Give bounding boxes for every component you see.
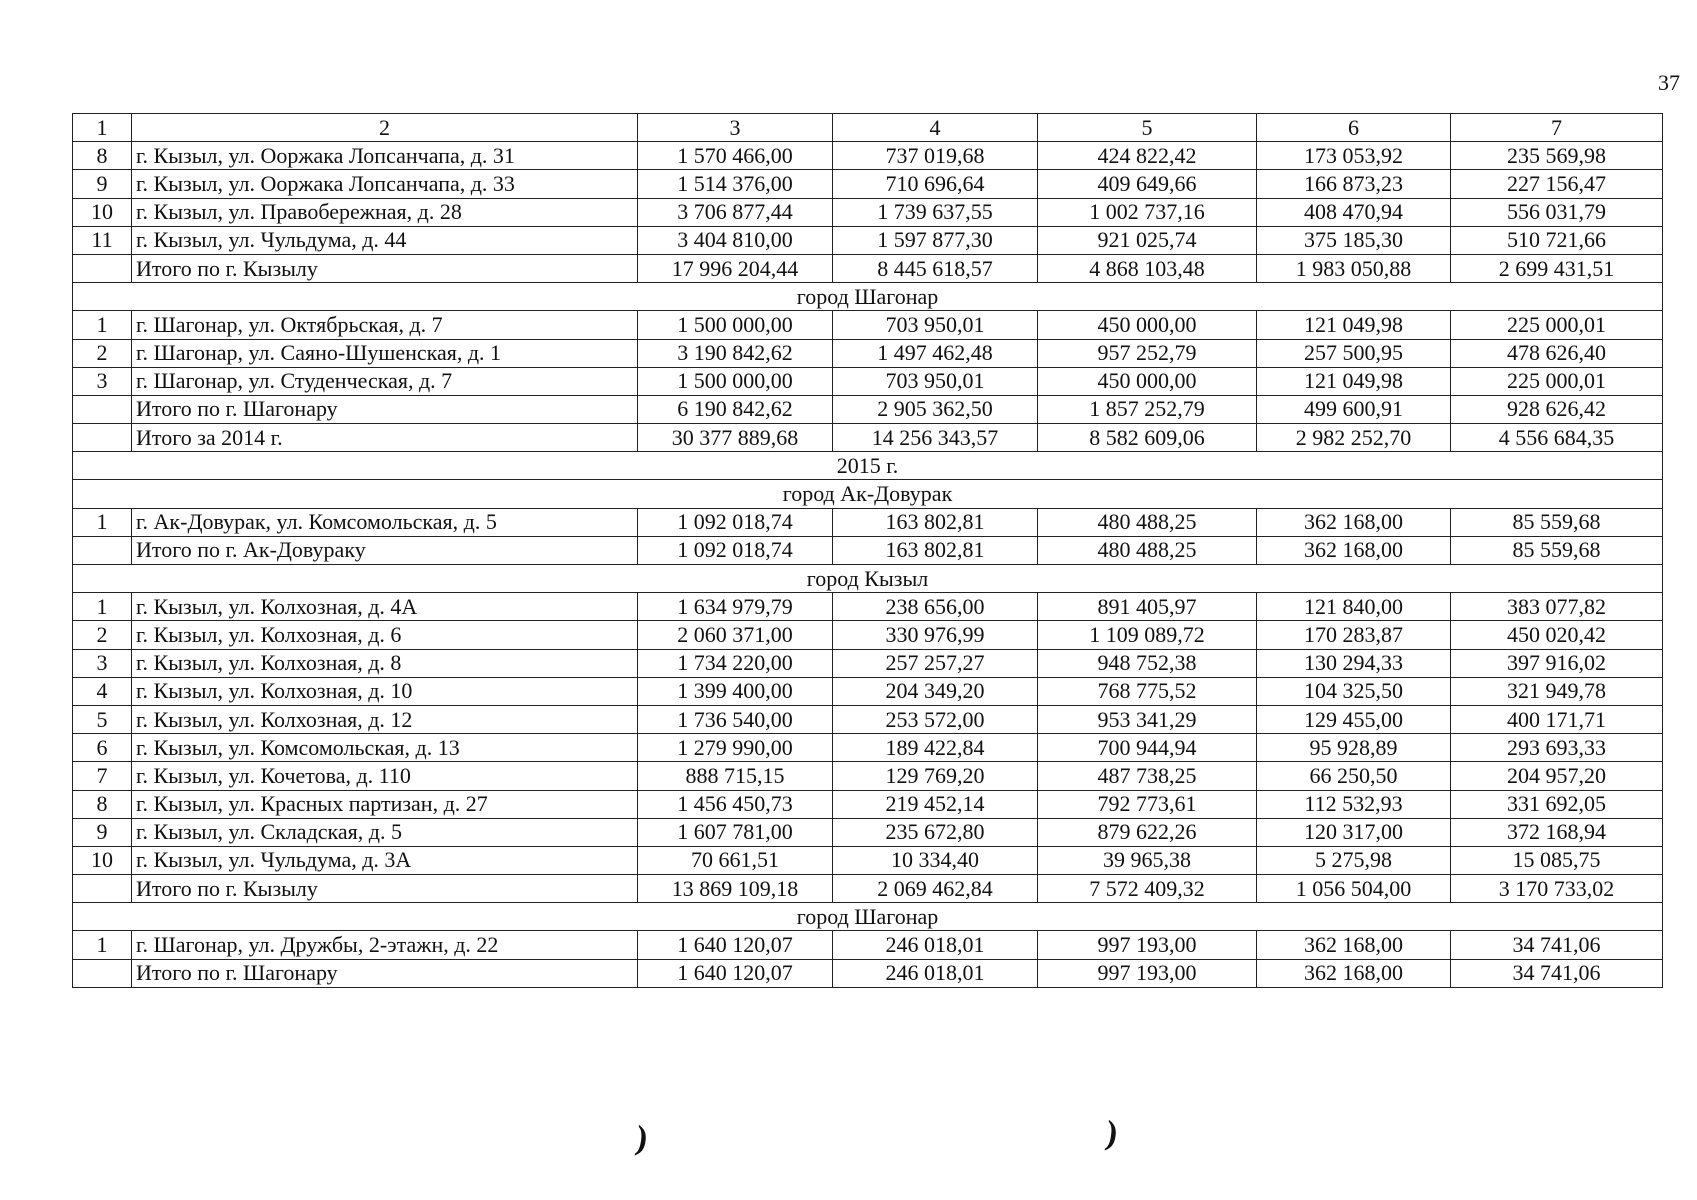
- value-cell: 556 031,79: [1451, 198, 1663, 226]
- section-label: 2015 г.: [73, 452, 1663, 480]
- value-cell: 34 741,06: [1451, 931, 1663, 959]
- address-cell: г. Кызыл, ул. Колхозная, д. 4А: [132, 593, 638, 621]
- value-cell: 331 692,05: [1451, 790, 1663, 818]
- data-table: [72, 113, 1663, 988]
- value-cell: 499 600,91: [1257, 395, 1451, 423]
- value-cell: 1 736 540,00: [638, 705, 833, 733]
- header-cell: 6: [1257, 114, 1451, 142]
- row-number-cell: 1: [73, 931, 132, 959]
- address-cell: г. Шагонар, ул. Студенческая, д. 7: [132, 367, 638, 395]
- value-cell: 487 738,25: [1038, 762, 1257, 790]
- address-cell: г. Кызыл, ул. Чульдума, д. 3А: [132, 846, 638, 874]
- value-cell: 189 422,84: [833, 734, 1038, 762]
- row-number-cell: 2: [73, 621, 132, 649]
- section-row: [73, 565, 1663, 593]
- value-cell: 104 325,50: [1257, 677, 1451, 705]
- table-row: [73, 395, 1663, 423]
- table-row: [73, 875, 1663, 903]
- value-cell: 1 640 120,07: [638, 959, 833, 987]
- value-cell: 95 928,89: [1257, 734, 1451, 762]
- table-row: [73, 959, 1663, 987]
- address-cell: Итого за 2014 г.: [132, 424, 638, 452]
- row-number-cell: 10: [73, 198, 132, 226]
- table-row: [73, 367, 1663, 395]
- value-cell: 14 256 343,57: [833, 424, 1038, 452]
- value-cell: 225 000,01: [1451, 367, 1663, 395]
- address-cell: г. Кызыл, ул. Колхозная, д. 8: [132, 649, 638, 677]
- section-label: город Ак-Довурак: [73, 480, 1663, 508]
- value-cell: 166 873,23: [1257, 170, 1451, 198]
- value-cell: 163 802,81: [833, 536, 1038, 564]
- value-cell: 1 500 000,00: [638, 367, 833, 395]
- table-row: [73, 677, 1663, 705]
- value-cell: 1 279 990,00: [638, 734, 833, 762]
- value-cell: 362 168,00: [1257, 536, 1451, 564]
- value-cell: 170 283,87: [1257, 621, 1451, 649]
- table-row: [73, 931, 1663, 959]
- value-cell: 3 190 842,62: [638, 339, 833, 367]
- value-cell: 1 497 462,48: [833, 339, 1038, 367]
- value-cell: 13 869 109,18: [638, 875, 833, 903]
- value-cell: 888 715,15: [638, 762, 833, 790]
- value-cell: 891 405,97: [1038, 593, 1257, 621]
- value-cell: 120 317,00: [1257, 818, 1451, 846]
- row-number-cell: [73, 875, 132, 903]
- table-row: [73, 762, 1663, 790]
- section-label: город Кызыл: [73, 565, 1663, 593]
- header-cell: 1: [73, 114, 132, 142]
- table-row: [73, 621, 1663, 649]
- value-cell: 1 640 120,07: [638, 931, 833, 959]
- value-cell: 85 559,68: [1451, 508, 1663, 536]
- row-number-cell: [73, 424, 132, 452]
- row-number-cell: 1: [73, 311, 132, 339]
- header-cell: 5: [1038, 114, 1257, 142]
- value-cell: 10 334,40: [833, 846, 1038, 874]
- address-cell: г. Кызыл, ул. Колхозная, д. 6: [132, 621, 638, 649]
- value-cell: 1 983 050,88: [1257, 254, 1451, 282]
- value-cell: 129 769,20: [833, 762, 1038, 790]
- section-row: [73, 480, 1663, 508]
- value-cell: 700 944,94: [1038, 734, 1257, 762]
- address-cell: г. Кызыл, ул. Чульдума, д. 44: [132, 226, 638, 254]
- row-number-cell: 8: [73, 142, 132, 170]
- value-cell: 1 734 220,00: [638, 649, 833, 677]
- address-cell: г. Кызыл, ул. Складская, д. 5: [132, 818, 638, 846]
- value-cell: 204 349,20: [833, 677, 1038, 705]
- value-cell: 163 802,81: [833, 508, 1038, 536]
- value-cell: 5 275,98: [1257, 846, 1451, 874]
- value-cell: 1 597 877,30: [833, 226, 1038, 254]
- address-cell: г. Шагонар, ул. Дружбы, 2-этажн, д. 22: [132, 931, 638, 959]
- value-cell: 997 193,00: [1038, 931, 1257, 959]
- page-number: 37: [1658, 70, 1680, 95]
- value-cell: 1 514 376,00: [638, 170, 833, 198]
- table-row: [73, 818, 1663, 846]
- value-cell: 2 699 431,51: [1451, 254, 1663, 282]
- header-cell: 7: [1451, 114, 1663, 142]
- address-cell: Итого по г. Кызылу: [132, 254, 638, 282]
- value-cell: 85 559,68: [1451, 536, 1663, 564]
- value-cell: 246 018,01: [833, 931, 1038, 959]
- value-cell: 400 171,71: [1451, 705, 1663, 733]
- value-cell: 2 982 252,70: [1257, 424, 1451, 452]
- value-cell: 2 069 462,84: [833, 875, 1038, 903]
- header-cell: 3: [638, 114, 833, 142]
- value-cell: 1 109 089,72: [1038, 621, 1257, 649]
- value-cell: 737 019,68: [833, 142, 1038, 170]
- row-number-cell: 10: [73, 846, 132, 874]
- value-cell: 928 626,42: [1451, 395, 1663, 423]
- value-cell: 112 532,93: [1257, 790, 1451, 818]
- value-cell: 1 634 979,79: [638, 593, 833, 621]
- value-cell: 2 060 371,00: [638, 621, 833, 649]
- value-cell: 397 916,02: [1451, 649, 1663, 677]
- value-cell: 1 002 737,16: [1038, 198, 1257, 226]
- address-cell: г. Кызыл, ул. Колхозная, д. 10: [132, 677, 638, 705]
- value-cell: 879 622,26: [1038, 818, 1257, 846]
- table-row: [73, 846, 1663, 874]
- table-row: [73, 536, 1663, 564]
- header-cell: 4: [833, 114, 1038, 142]
- value-cell: 997 193,00: [1038, 959, 1257, 987]
- value-cell: 948 752,38: [1038, 649, 1257, 677]
- value-cell: 70 661,51: [638, 846, 833, 874]
- table-row: [73, 311, 1663, 339]
- address-cell: г. Кызыл, ул. Ооржака Лопсанчапа, д. 33: [132, 170, 638, 198]
- value-cell: 362 168,00: [1257, 508, 1451, 536]
- value-cell: 129 455,00: [1257, 705, 1451, 733]
- value-cell: 15 085,75: [1451, 846, 1663, 874]
- value-cell: 66 250,50: [1257, 762, 1451, 790]
- value-cell: 121 840,00: [1257, 593, 1451, 621]
- value-cell: 1 500 000,00: [638, 311, 833, 339]
- table-row: [73, 790, 1663, 818]
- value-cell: 321 949,78: [1451, 677, 1663, 705]
- value-cell: 710 696,64: [833, 170, 1038, 198]
- row-number-cell: 8: [73, 790, 132, 818]
- table-row: [73, 424, 1663, 452]
- value-cell: 703 950,01: [833, 311, 1038, 339]
- value-cell: 921 025,74: [1038, 226, 1257, 254]
- value-cell: 204 957,20: [1451, 762, 1663, 790]
- row-number-cell: [73, 254, 132, 282]
- value-cell: 173 053,92: [1257, 142, 1451, 170]
- value-cell: 8 445 618,57: [833, 254, 1038, 282]
- value-cell: 39 965,38: [1038, 846, 1257, 874]
- value-cell: 362 168,00: [1257, 959, 1451, 987]
- value-cell: 703 950,01: [833, 367, 1038, 395]
- table-row: [73, 142, 1663, 170]
- table-row: [73, 254, 1663, 282]
- value-cell: 3 706 877,44: [638, 198, 833, 226]
- value-cell: 408 470,94: [1257, 198, 1451, 226]
- value-cell: 257 257,27: [833, 649, 1038, 677]
- address-cell: Итого по г. Кызылу: [132, 875, 638, 903]
- value-cell: 17 996 204,44: [638, 254, 833, 282]
- value-cell: 8 582 609,06: [1038, 424, 1257, 452]
- row-number-cell: 4: [73, 677, 132, 705]
- value-cell: 450 000,00: [1038, 367, 1257, 395]
- row-number-cell: 7: [73, 762, 132, 790]
- row-number-cell: 6: [73, 734, 132, 762]
- value-cell: 953 341,29: [1038, 705, 1257, 733]
- header-row: [73, 114, 1663, 142]
- value-cell: 510 721,66: [1451, 226, 1663, 254]
- table-row: [73, 649, 1663, 677]
- address-cell: г. Кызыл, ул. Комсомольская, д. 13: [132, 734, 638, 762]
- value-cell: 227 156,47: [1451, 170, 1663, 198]
- value-cell: 362 168,00: [1257, 931, 1451, 959]
- handwritten-mark: ): [633, 1119, 650, 1158]
- value-cell: 7 572 409,32: [1038, 875, 1257, 903]
- value-cell: 480 488,25: [1038, 508, 1257, 536]
- value-cell: 383 077,82: [1451, 593, 1663, 621]
- value-cell: 375 185,30: [1257, 226, 1451, 254]
- row-number-cell: 11: [73, 226, 132, 254]
- value-cell: 6 190 842,62: [638, 395, 833, 423]
- table-body: [73, 142, 1663, 988]
- value-cell: 409 649,66: [1038, 170, 1257, 198]
- value-cell: 1 607 781,00: [638, 818, 833, 846]
- value-cell: 450 020,42: [1451, 621, 1663, 649]
- handwritten-mark: ): [1103, 1114, 1120, 1153]
- value-cell: 792 773,61: [1038, 790, 1257, 818]
- row-number-cell: [73, 959, 132, 987]
- table-row: [73, 593, 1663, 621]
- value-cell: 957 252,79: [1038, 339, 1257, 367]
- value-cell: 219 452,14: [833, 790, 1038, 818]
- address-cell: г. Шагонар, ул. Саяно-Шушенская, д. 1: [132, 339, 638, 367]
- value-cell: 293 693,33: [1451, 734, 1663, 762]
- section-label: город Шагонар: [73, 903, 1663, 931]
- value-cell: 1 456 450,73: [638, 790, 833, 818]
- value-cell: 480 488,25: [1038, 536, 1257, 564]
- value-cell: 372 168,94: [1451, 818, 1663, 846]
- row-number-cell: 3: [73, 367, 132, 395]
- value-cell: 34 741,06: [1451, 959, 1663, 987]
- table-row: [73, 339, 1663, 367]
- header-cell: 2: [132, 114, 638, 142]
- value-cell: 450 000,00: [1038, 311, 1257, 339]
- value-cell: 330 976,99: [833, 621, 1038, 649]
- address-cell: г. Кызыл, ул. Кочетова, д. 110: [132, 762, 638, 790]
- section-row: [73, 903, 1663, 931]
- row-number-cell: 5: [73, 705, 132, 733]
- address-cell: г. Кызыл, ул. Ооржака Лопсанчапа, д. 31: [132, 142, 638, 170]
- value-cell: 1 092 018,74: [638, 508, 833, 536]
- address-cell: г. Шагонар, ул. Октябрьская, д. 7: [132, 311, 638, 339]
- value-cell: 238 656,00: [833, 593, 1038, 621]
- value-cell: 30 377 889,68: [638, 424, 833, 452]
- value-cell: 1 570 466,00: [638, 142, 833, 170]
- row-number-cell: 1: [73, 508, 132, 536]
- value-cell: 253 572,00: [833, 705, 1038, 733]
- row-number-cell: 9: [73, 170, 132, 198]
- value-cell: 121 049,98: [1257, 367, 1451, 395]
- row-number-cell: 9: [73, 818, 132, 846]
- table-row: [73, 508, 1663, 536]
- value-cell: 3 404 810,00: [638, 226, 833, 254]
- address-cell: Итого по г. Ак-Довураку: [132, 536, 638, 564]
- row-number-cell: [73, 395, 132, 423]
- value-cell: 1 857 252,79: [1038, 395, 1257, 423]
- address-cell: г. Кызыл, ул. Правобережная, д. 28: [132, 198, 638, 226]
- value-cell: 235 569,98: [1451, 142, 1663, 170]
- value-cell: 225 000,01: [1451, 311, 1663, 339]
- value-cell: 257 500,95: [1257, 339, 1451, 367]
- value-cell: 478 626,40: [1451, 339, 1663, 367]
- value-cell: 1 056 504,00: [1257, 875, 1451, 903]
- value-cell: 235 672,80: [833, 818, 1038, 846]
- table-row: [73, 705, 1663, 733]
- value-cell: 130 294,33: [1257, 649, 1451, 677]
- section-row: [73, 283, 1663, 311]
- row-number-cell: 3: [73, 649, 132, 677]
- table-row: [73, 226, 1663, 254]
- value-cell: 1 399 400,00: [638, 677, 833, 705]
- row-number-cell: [73, 536, 132, 564]
- value-cell: 121 049,98: [1257, 311, 1451, 339]
- value-cell: 2 905 362,50: [833, 395, 1038, 423]
- value-cell: 1 739 637,55: [833, 198, 1038, 226]
- value-cell: 424 822,42: [1038, 142, 1257, 170]
- row-number-cell: 2: [73, 339, 132, 367]
- value-cell: 4 556 684,35: [1451, 424, 1663, 452]
- table-row: [73, 198, 1663, 226]
- address-cell: г. Ак-Довурак, ул. Комсомольская, д. 5: [132, 508, 638, 536]
- value-cell: 4 868 103,48: [1038, 254, 1257, 282]
- value-cell: 246 018,01: [833, 959, 1038, 987]
- section-row: [73, 452, 1663, 480]
- table-row: [73, 734, 1663, 762]
- value-cell: 768 775,52: [1038, 677, 1257, 705]
- value-cell: 3 170 733,02: [1451, 875, 1663, 903]
- address-cell: Итого по г. Шагонару: [132, 395, 638, 423]
- table-row: [73, 170, 1663, 198]
- row-number-cell: 1: [73, 593, 132, 621]
- address-cell: г. Кызыл, ул. Колхозная, д. 12: [132, 705, 638, 733]
- section-label: город Шагонар: [73, 283, 1663, 311]
- value-cell: 1 092 018,74: [638, 536, 833, 564]
- address-cell: г. Кызыл, ул. Красных партизан, д. 27: [132, 790, 638, 818]
- address-cell: Итого по г. Шагонару: [132, 959, 638, 987]
